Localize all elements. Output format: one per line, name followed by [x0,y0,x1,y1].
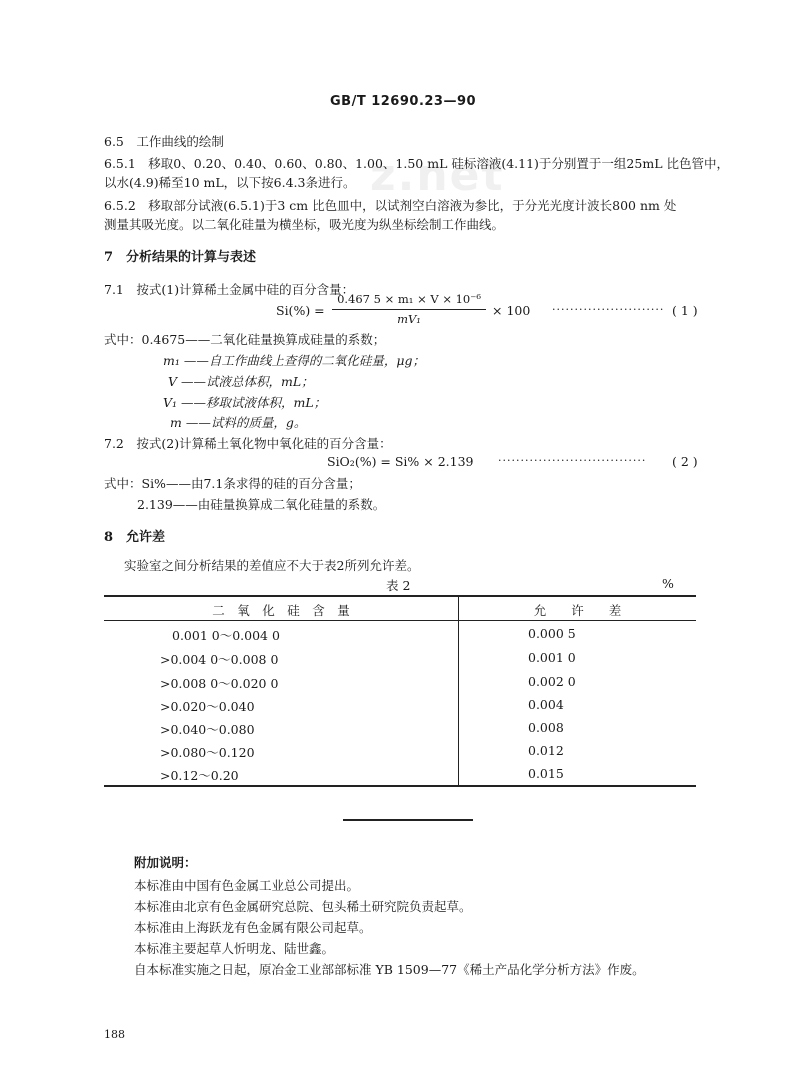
para-7-1: 7.1 按式(1)计算稀土金属中硅的百分含量： [104,282,355,297]
notes-title: 附加说明： [134,855,197,870]
notes-line: 本标准由北京有色金属研究总院、包头稀土研究院负责起草。 [134,899,472,914]
formula-1-leader: ························· [552,303,665,316]
para-6-5-1-line1: 6.5.1 移取0、0.20、0.40、0.60、0.80、1.00、1.50 mL 硅标溶液(4.11)于分别置于一组25mL 比色管中， [104,156,729,171]
cell-tolerance: 0.000 5 [528,626,576,641]
cell-sio2-range: >0.020～0.040 [160,699,255,714]
where-1-m1: m₁ ——自工作曲线上查得的二氧化硅量，μg； [163,353,425,368]
notes-line: 本标准由中国有色金属工业总公司提出。 [134,878,360,893]
cell-sio2-range: 0.001 0～0.004 0 [172,628,280,643]
section-separator [343,819,473,821]
formula-1-denominator: mV₁ [397,312,421,326]
standard-number: GB/T 12690.23—90 [330,94,477,109]
table-caption: 表 2 [386,578,411,593]
cell-sio2-range: >0.080～0.120 [160,745,255,760]
formula-1-number: ( 1 ) [672,303,698,318]
cell-tolerance: 0.015 [528,766,564,781]
table-bottom-rule [104,785,696,787]
formula-1-numerator: 0.467 5 × m₁ × V × 10⁻⁶ [337,292,481,306]
notes-line: 自本标准实施之日起，原冶金工业部部标准 YB 1509—77《稀土产品化学分析方法》作废。 [134,962,645,977]
cell-sio2-range: >0.040～0.080 [160,722,255,737]
where-1-m: m ——试料的质量，g。 [170,415,307,430]
formula-2-leader: ································· [498,454,647,467]
section-7-heading: 7 分析结果的计算与表述 [104,250,257,265]
formula-1-lhs: Si(%) = [276,303,325,318]
table-top-rule [104,595,696,597]
section-8-text: 实验室之间分析结果的差值应不大于表2所列允许差。 [124,558,420,573]
para-6-5-1-line2: 以水(4.9)稀至10 mL，以下按6.4.3条进行。 [104,175,356,190]
formula-1-fraction-bar [332,309,486,310]
table-header-rule [104,620,696,621]
cell-tolerance: 0.002 0 [528,674,576,689]
notes-line: 本标准由上海跃龙有色金属有限公司起草。 [134,920,372,935]
where-2-coefficient: 2.139——由硅量换算成二氧化硅量的系数。 [137,497,386,512]
cell-sio2-range: >0.12～0.20 [160,768,239,783]
cell-tolerance: 0.008 [528,720,564,735]
formula-1-tail: × 100 [492,303,531,318]
cell-sio2-range: >0.004 0～0.008 0 [160,652,279,667]
cell-sio2-range: >0.008 0～0.020 0 [160,676,279,691]
table-column-rule [458,596,459,786]
where-1-intro: 式中：0.4675——二氧化硅量换算成硅量的系数； [104,332,386,347]
cell-tolerance: 0.001 0 [528,650,576,665]
page-number: 188 [104,1028,125,1041]
table-unit: % [662,576,674,591]
formula-2: SiO₂(%) = Si% × 2.139 [327,454,474,469]
table-header-tolerance: 允 许 差 [533,603,622,618]
where-1-V: V ——试液总体积，mL； [168,374,314,389]
section-6-5-title: 6.5 工作曲线的绘制 [104,134,224,149]
formula-2-number: ( 2 ) [672,454,698,469]
where-1-V1: V₁ ——移取试液体积，mL； [163,395,327,410]
table-header-sio2: 二 氧 化 硅 含 量 [212,603,350,618]
cell-tolerance: 0.012 [528,743,564,758]
section-8-heading: 8 允许差 [104,530,166,545]
para-6-5-2-line1: 6.5.2 移取部分试液(6.5.1)于3 cm 比色皿中，以试剂空白溶液为参比，于分光光度计波长800 nm 处 [104,198,677,213]
para-7-2: 7.2 按式(2)计算稀土氧化物中氧化硅的百分含量： [104,436,392,451]
where-2-intro: 式中：Si%——由7.1条求得的硅的百分含量； [104,476,361,491]
watermark-text: z.net [370,150,505,201]
notes-line: 本标准主要起草人忻明龙、陆世鑫。 [134,941,335,956]
cell-tolerance: 0.004 [528,697,564,712]
para-6-5-2-line2: 测量其吸光度。以二氧化硅量为横坐标，吸光度为纵坐标绘制工作曲线。 [104,217,505,232]
